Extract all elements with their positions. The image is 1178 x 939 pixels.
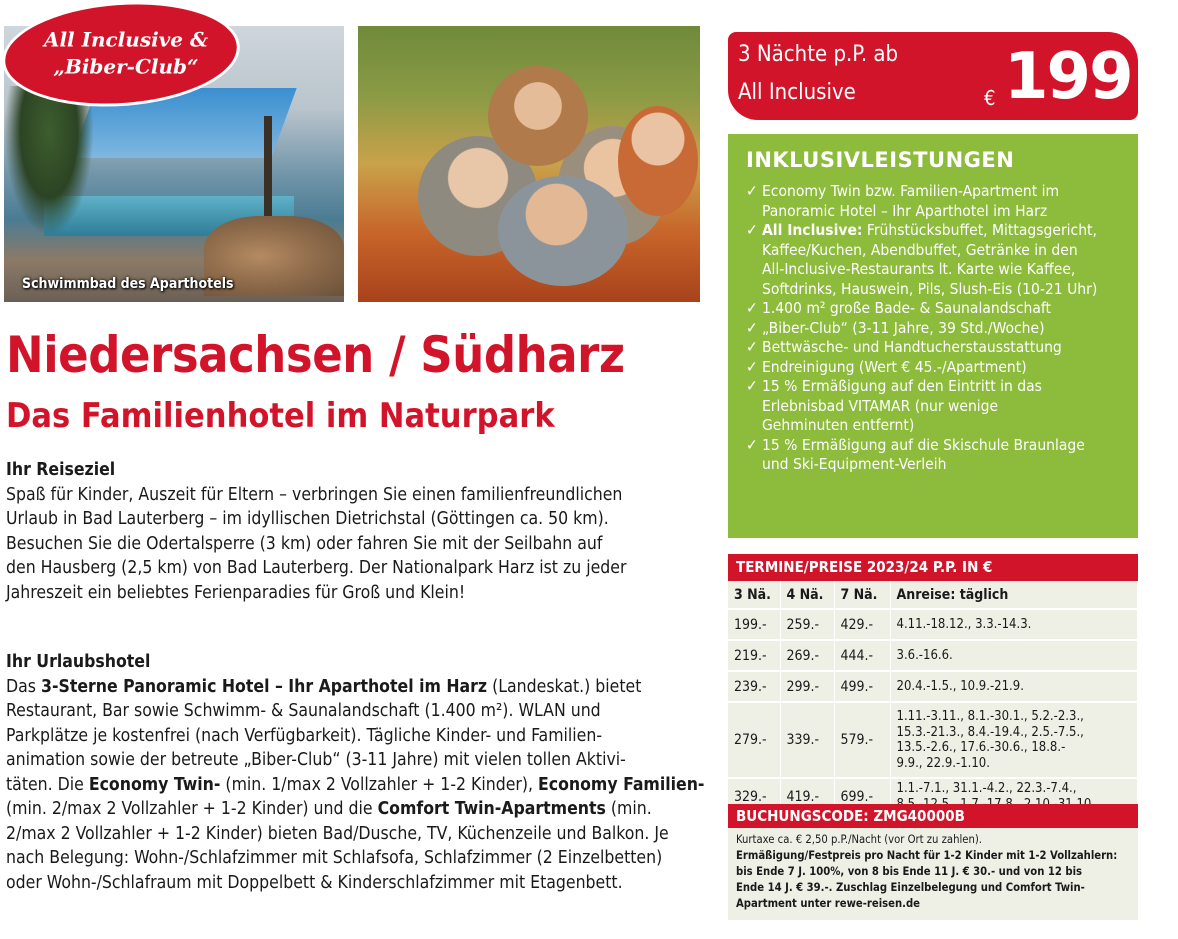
list-item [746, 358, 1131, 378]
person-shape [618, 106, 698, 216]
list-item-line: Bettwäsche- und Handtucherstausstattung [762, 338, 1062, 356]
list-item-line: 15 % Ermäßigung auf den Eintritt in das [762, 377, 1042, 395]
text-run: (min. 2/max 2 Vollzahler + 1-2 Kinder) und die [6, 799, 378, 819]
table-row [728, 609, 1138, 640]
text-run: (Landeskat.) bietet [487, 676, 642, 697]
price-box [728, 32, 1178, 120]
hotel-line: nach Belegung: Wohn-/Schlafzimmer mit Schlafsofa, Schlafzimmer (2 Einzelbetten) [6, 848, 663, 868]
price-7-nights: 579.- [834, 702, 890, 778]
hotel-section [6, 650, 705, 895]
note-line: Ermäßigung/Festpreis pro Nacht für 1-2 Kinder mit 1-2 Vollzahlern: [736, 849, 1118, 862]
list-item-line: All-Inclusive-Restaurants lt. Karte wie Kaffee, [762, 260, 1076, 278]
note-line: bis Ende 7 J. 100%, von 8 bis Ende 11 J. € 30.- und von 12 bis [736, 865, 1083, 878]
room-type: Economy Twin- [88, 774, 221, 795]
price-amount: 199.- [1004, 40, 1178, 114]
text-run: täten. Die [6, 774, 89, 795]
inclusive-services-box [728, 134, 1138, 538]
page-subtitle: Das Familienhotel im Naturpark [6, 396, 555, 436]
person-shape [488, 66, 588, 166]
price-3-nights: 199.- [728, 609, 780, 640]
price-4-nights: 269.- [780, 640, 834, 671]
list-item-line: Panoramic Hotel – Ihr Aparthotel im Harz [762, 201, 1048, 220]
note-line: Ende 14 J. € 39.-. Zuschlag Einzelbelegung und Comfort Twin- [736, 881, 1085, 894]
text-run: (min. [605, 799, 652, 819]
dates-line: 15.3.-21.3., 8.4.-19.4., 2.5.-7.5., [896, 724, 1084, 740]
person-shape [498, 176, 628, 286]
list-item [746, 338, 1131, 358]
list-item-line: „Biber-Club“ (3-11 Jahre, 39 Std./Woche) [762, 318, 1045, 337]
checkmark-icon: ✓ [746, 182, 758, 200]
list-item [746, 182, 1131, 221]
text-run: Frühstücksbuffet, Mittagsgericht, [862, 221, 1097, 239]
column-header: 7 Nä. [834, 581, 890, 609]
checkmark-icon: ✓ [746, 318, 758, 337]
price-7-nights: 444.- [834, 640, 890, 671]
column-header: Anreise: täglich [890, 581, 1138, 609]
price-4-nights: 339.- [780, 702, 834, 778]
lamp-post-shape [264, 116, 272, 216]
list-item-line [762, 221, 1131, 241]
family-photo [358, 26, 700, 302]
list-item-line: Gehminuten entfernt) [762, 416, 915, 434]
checkmark-icon: ✓ [746, 338, 758, 356]
price-3-nights: 279.- [728, 702, 780, 778]
list-item-line: Economy Twin bzw. Familien-Apartment im [762, 182, 1060, 200]
list-item [746, 377, 1131, 436]
column-header: 4 Nä. [780, 581, 834, 609]
destination-line: den Hausberg (2,5 km) von Bad Lauterberg. Der Nationalpark Harz ist zu jeder [6, 558, 627, 578]
dates-line: 20.4.-1.5., 10.9.-21.9. [896, 678, 1024, 694]
dates-line: 13.5.-2.6., 17.6.-30.6., 18.8.- [896, 740, 1066, 755]
destination-section [6, 458, 696, 605]
checkmark-icon: ✓ [746, 377, 758, 395]
note-line: Apartment unter rewe-reisen.de [736, 897, 920, 910]
price-nights-label: 3 Nächte p.P. ab [738, 42, 899, 67]
page-title: Niedersachsen / Südharz [6, 326, 625, 384]
hotel-line [6, 773, 705, 798]
dates-line: 3.6.-16.6. [896, 647, 953, 663]
badge-line-1: All Inclusive & [43, 27, 209, 52]
list-item [746, 221, 1131, 299]
arrival-dates [890, 671, 1138, 702]
list-item-line: 1.400 m² große Bade- & Saunalandschaft [762, 299, 1051, 317]
list-item [746, 436, 1131, 475]
list-item-line: Kaffee/Kuchen, Abendbuffet, Getränke in den [762, 240, 1078, 259]
hotel-name: 3-Sterne Panoramic Hotel – Ihr Aparthotel im Harz [40, 676, 488, 697]
booking-notes [728, 828, 1138, 920]
table-header-row [728, 581, 1138, 609]
hotel-line: 2/max 2 Vollzahler + 1-2 Kinder) bieten Bad/Dusche, TV, Küchenzeile und Balkon. Je [6, 823, 669, 844]
hotel-line: Parkplätze je kostenfrei (nach Verfügbarkeit). Tägliche Kinder- und Familien- [6, 725, 603, 746]
hotel-line [6, 675, 696, 700]
list-item-line: Erlebnisbad VITAMAR (nur wenige [762, 396, 999, 415]
room-type: Comfort Twin-Apartments [377, 799, 606, 819]
hotel-line: Restaurant, Bar sowie Schwimm- & Saunalandschaft (1.400 m²). WLAN und [6, 701, 601, 721]
destination-line: Jahreszeit ein beliebtes Ferienparadies für Groß und Klein! [6, 582, 466, 603]
hotel-line [6, 797, 696, 822]
checkmark-icon: ✓ [746, 357, 758, 376]
arrival-dates [890, 702, 1138, 778]
list-item-line: Softdrinks, Hauswein, Pils, Slush-Eis (10-21 Uhr) [762, 279, 1098, 298]
list-item-line: und Ski-Equipment-Verleih [762, 455, 947, 473]
hotel-heading: Ihr Urlaubshotel [6, 652, 151, 672]
table-row [728, 702, 1138, 778]
price-currency: € [984, 86, 996, 110]
text-run: (min. 1/max 2 Vollzahler + 1-2 Kinder), [220, 774, 538, 795]
price-3-nights: 239.- [728, 671, 780, 702]
badge-line-2: „Biber-Club“ [53, 54, 199, 79]
list-item [746, 319, 1131, 339]
price-board-label: All Inclusive [738, 80, 856, 105]
list-item-line: 15 % Ermäßigung auf die Skischule Braunlage [762, 435, 1085, 454]
booking-code: BUCHUNGSCODE: ZMG40000B [728, 804, 1138, 828]
price-7-nights: 499.- [834, 671, 890, 702]
hotel-line: oder Wohn-/Schlafraum mit Doppelbett & Kinderschlafzimmer mit Etagenbett. [6, 872, 623, 893]
dates-line: 9.9., 22.9.-1.10. [896, 755, 990, 771]
list-item-line: Endreinigung (Wert € 45.-/Apartment) [762, 357, 1027, 376]
price-4-nights: 299.- [780, 671, 834, 702]
dates-line: 1.1.-7.1., 31.1.-4.2., 22.3.-7.4., [896, 781, 1077, 796]
checkmark-icon: ✓ [746, 435, 758, 454]
price-7-nights: 429.- [834, 609, 890, 640]
arrival-dates [890, 609, 1138, 640]
list-item-bold: All Inclusive: [762, 221, 863, 239]
room-type: Economy Familien- [538, 774, 705, 795]
price-4-nights: 259.- [780, 609, 834, 640]
palm-shape [4, 86, 94, 236]
price-3-nights: 329.- [728, 778, 780, 814]
text-run: Das [6, 676, 41, 697]
destination-line: Spaß für Kinder, Auszeit für Eltern – verbringen Sie einen familienfreundlichen [6, 484, 623, 505]
destination-line: Besuchen Sie die Odertalsperre (3 km) oder fahren Sie mit der Seilbahn auf [6, 533, 603, 554]
price-4-nights: 419.- [780, 778, 834, 814]
dates-line: 1.11.-3.11., 8.1.-30.1., 5.2.-2.3., [896, 709, 1084, 724]
destination-line: Urlaub in Bad Lauterberg – im idyllischen Dietrichstal (Göttingen ca. 50 km). [6, 509, 609, 529]
dates-line: 4.11.-18.12., 3.3.-14.3. [896, 616, 1032, 632]
price-table-title: TERMINE/PREISE 2023/24 P.P. IN € [728, 554, 1138, 581]
destination-heading: Ihr Reiseziel [6, 460, 116, 480]
note-line: Kurtaxe ca. € 2,50 p.P./Nacht (vor Ort zu zahlen). [736, 833, 982, 846]
inclusive-services-heading: INKLUSIVLEISTUNGEN [746, 148, 1015, 172]
list-item [746, 299, 1131, 319]
pool-photo-caption: Schwimmbad des Aparthotels [22, 276, 234, 292]
hotel-line: animation sowie der betreute „Biber-Club“ (3-11 Jahre) mit vielen tollen Aktivi- [6, 750, 626, 770]
table-row [728, 671, 1138, 702]
badge-text [31, 27, 221, 81]
price-table [728, 581, 1138, 814]
checkmark-icon: ✓ [746, 299, 758, 317]
inclusive-services-list [746, 182, 1131, 475]
column-header: 3 Nä. [728, 581, 780, 609]
arrival-dates [890, 640, 1138, 671]
checkmark-icon: ✓ [746, 221, 758, 239]
price-3-nights: 219.- [728, 640, 780, 671]
price-7-nights: 699.- [834, 778, 890, 814]
table-row [728, 640, 1138, 671]
